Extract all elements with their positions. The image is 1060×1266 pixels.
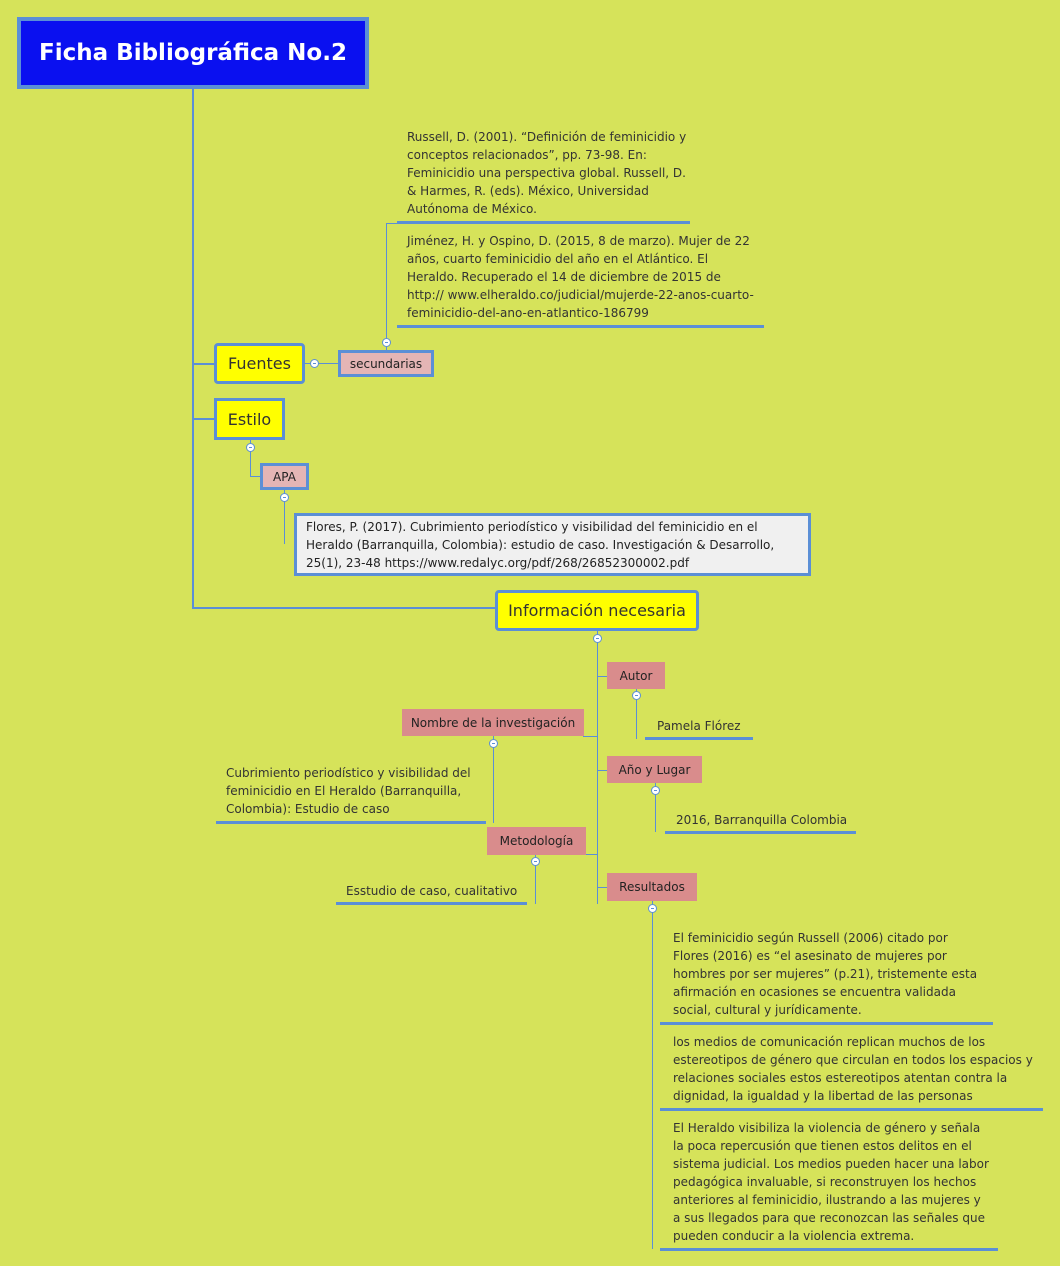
underline (216, 821, 486, 824)
metodologia-value[interactable]: Esstudio de caso, cualitativo (346, 884, 518, 898)
subtopic-metodologia[interactable]: Metodología (487, 827, 586, 855)
connector (250, 476, 260, 477)
anio-value[interactable]: 2016, Barranquilla Colombia (676, 813, 848, 827)
map-title[interactable]: Ficha Bibliográfica No.2 (17, 17, 369, 89)
connector (192, 418, 214, 420)
underline (660, 1108, 1043, 1111)
underline (660, 1248, 998, 1251)
collapse-icon[interactable] (531, 857, 540, 866)
nombre-value[interactable]: Cubrimiento periodístico y visibilidad del feminicidio en El Heraldo (Barranquilla, Colombia): Estudio de caso (226, 766, 471, 816)
underline (397, 325, 764, 328)
collapse-icon[interactable] (246, 443, 255, 452)
subtopic-apa[interactable]: APA (260, 463, 309, 490)
collapse-icon[interactable] (593, 634, 602, 643)
connector (192, 607, 495, 609)
connector (583, 736, 597, 737)
connector (386, 223, 387, 350)
reference-russell[interactable]: Russell, D. (2001). “Definición de feminicidio y conceptos relacionados”, pp. 73-98. En: Feminicidio una perspectiva global. Russell, D. & Harmes, R. (eds). México, Universidad Autónoma de México. (407, 130, 687, 216)
connector (192, 363, 214, 365)
topic-estilo[interactable]: Estilo (214, 398, 285, 440)
collapse-icon[interactable] (310, 359, 319, 368)
collapse-icon[interactable] (382, 338, 391, 347)
reference-flores[interactable]: Flores, P. (2017). Cubrimiento periodístico y visibilidad del feminicidio en el Heraldo (Barranquilla, Colombia): estudio de caso. Investigación & Desarrollo, 25(1), 23-48 https://www.redalyc.org/pdf/268/26852300002.pdf (294, 513, 811, 576)
collapse-icon[interactable] (648, 904, 657, 913)
underline (660, 1022, 993, 1025)
connector (597, 630, 598, 904)
autor-value[interactable]: Pamela Flórez (657, 719, 741, 733)
collapse-icon[interactable] (651, 786, 660, 795)
topic-fuentes[interactable]: Fuentes (214, 343, 305, 384)
connector (652, 901, 653, 1249)
connector (597, 887, 607, 888)
connector (386, 223, 397, 224)
topic-informacion-necesaria[interactable]: Información necesaria (495, 590, 699, 631)
collapse-icon[interactable] (632, 691, 641, 700)
subtopic-autor[interactable]: Autor (607, 662, 665, 689)
subtopic-anio-lugar[interactable]: Año y Lugar (607, 756, 702, 783)
connector (585, 854, 597, 855)
underline (397, 221, 690, 224)
reference-jimenez[interactable]: Jiménez, H. y Ospino, D. (2015, 8 de marzo). Mujer de 22 años, cuarto feminicidio del año en el Atlántico. El Heraldo. Recuperado el 14 de diciembre de 2015 de http:// www.elheraldo.co/judicial/mujerde-22-anos-cuarto-feminicidio-del-ano-en-atlantico-186799 (407, 234, 754, 320)
underline (645, 737, 753, 740)
underline (336, 902, 527, 905)
connector (192, 88, 194, 609)
resultado-item[interactable]: El Heraldo visibiliza la violencia de género y señala la poca repercusión que tienen estos delitos en el sistema judicial. Los medios pueden hacer una labor pedagógica invaluable, si reconstruyen los hechos anteriores al feminicidio, ilustrando a las mujeres y a sus llegados para que reconozcan las señales que pueden conducir a la violencia extrema. (673, 1121, 989, 1243)
underline (665, 831, 856, 834)
connector (597, 770, 607, 771)
resultado-item[interactable]: El feminicidio según Russell (2006) citado por Flores (2016) es “el asesinato de mujeres por hombres por ser mujeres” (p.21), tristemente esta afirmación en ocasiones se encuentra validada social, cultural y jurídicamente. (673, 931, 978, 1017)
subtopic-secundarias[interactable]: secundarias (338, 350, 434, 377)
collapse-icon[interactable] (280, 493, 289, 502)
connector (597, 676, 607, 677)
resultado-item[interactable]: los medios de comunicación replican muchos de los estereotipos de género que circulan en todos los espacios y relaciones sociales estos estereotipos atentan contra la dignidad, la igualdad y la libertad de las personas (673, 1035, 1033, 1103)
collapse-icon[interactable] (489, 739, 498, 748)
subtopic-nombre-investigacion[interactable]: Nombre de la investigación (402, 709, 584, 736)
connector (493, 736, 494, 823)
subtopic-resultados[interactable]: Resultados (607, 873, 697, 901)
